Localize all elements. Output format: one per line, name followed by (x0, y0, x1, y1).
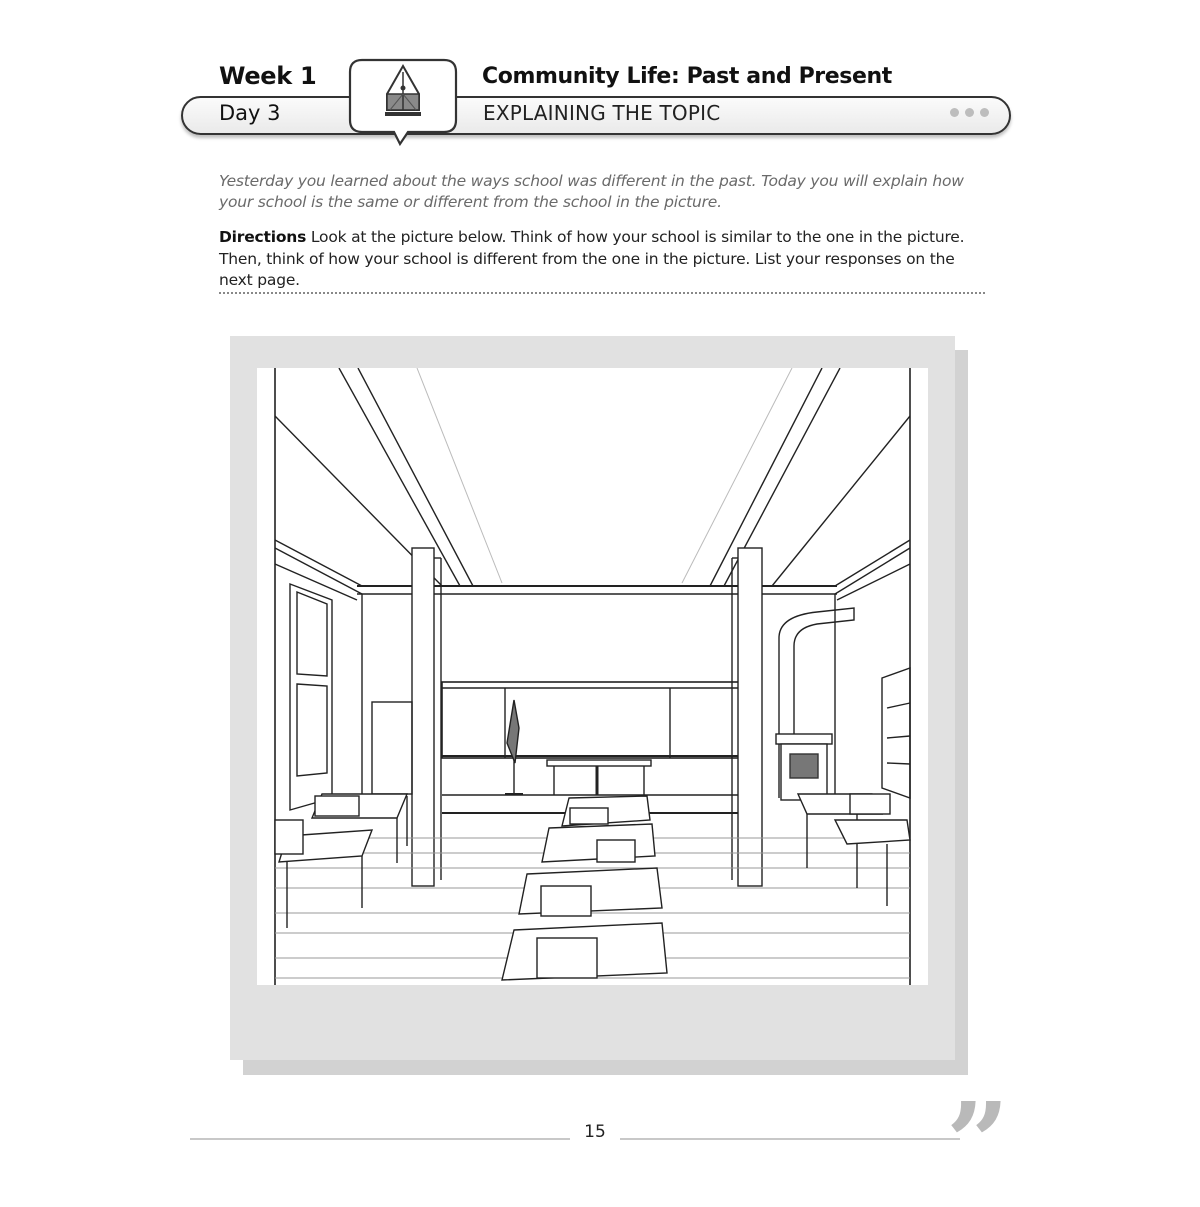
footer-rule-right (620, 1138, 960, 1140)
page-number: 15 (584, 1122, 606, 1142)
speech-bubble (348, 58, 458, 148)
unit-title: Community Life: Past and Present (482, 64, 892, 89)
directions (219, 227, 989, 292)
picture-frame (230, 336, 955, 1060)
directions-text: Look at the picture below. Think of how your school is similar to the one in the picture. Then, think of how your school is different from the one in the picture. List your responses on the next page. (219, 228, 965, 289)
week-label: Week 1 (219, 62, 317, 90)
header-dots (950, 108, 989, 117)
directions-label: Directions (219, 228, 307, 246)
dotted-divider (219, 292, 985, 294)
quote-mark-icon: ” (946, 1078, 1010, 1207)
day-label: Day 3 (219, 101, 281, 125)
intro-text: Yesterday you learned about the ways school was different in the past. Today you will explain how your school is the same or different from the school in the picture. (219, 172, 964, 211)
page-header (0, 0, 1200, 160)
section-label: EXPLAINING THE TOPIC (483, 101, 721, 125)
classroom-picture (257, 368, 928, 985)
footer-rule-left (190, 1138, 570, 1140)
